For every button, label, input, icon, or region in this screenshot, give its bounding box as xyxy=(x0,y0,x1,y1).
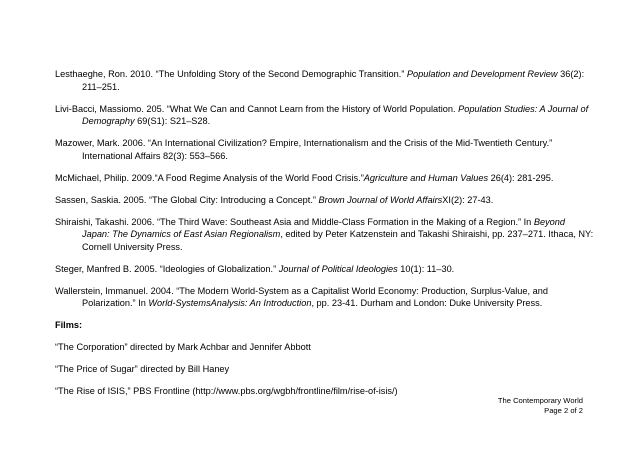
films-heading: Films: xyxy=(55,320,83,331)
reference-entry xyxy=(55,137,595,162)
reference-title: Population Studies: A Journal of Demography xyxy=(82,103,589,127)
reference-text: 26(4): 281-295. xyxy=(488,172,554,183)
reference-text: Wallerstein, Immanuel. 2004. “The Modern World-System as a Capitalist World Economy: Production, Surplus-Value, and Polarization.” In xyxy=(55,285,548,309)
reference-entry xyxy=(55,103,595,128)
reference-text: 36(2): 211–251. xyxy=(82,69,585,92)
reference-title: Brown Journal of World Affairs xyxy=(318,194,443,205)
reference-text: Livi-Bacci, Massiomo. 205. “What We Can and Cannot Learn from the History of World Population. xyxy=(55,103,459,114)
film-entry: “The Corporation” directed by Mark Achbar and Jennifer Abbott xyxy=(55,342,311,353)
reference-text: , pp. 23-41. Durham and London: Duke University Press. xyxy=(311,298,543,309)
reference-entry xyxy=(55,216,595,254)
reference-text: Shiraishi, Takashi. 2006. “The Third Wave: Southeast Asia and Middle-Class Formation in the Making of a Region.” In xyxy=(55,216,534,227)
film-entry: “The Rise of ISIS,” PBS Frontline (http://www.pbs.org/wgbh/frontline/film/rise-of-isis/) xyxy=(55,386,398,397)
reference-text: Steger, Manfred B. 2005. “Ideologies of Globalization.” xyxy=(55,263,279,274)
page-footer xyxy=(498,396,583,416)
reference-title: Journal of Political Ideologies xyxy=(278,263,398,274)
reference-title: World-SystemsAnalysis: An Introduction xyxy=(148,298,312,309)
reference-text: Mazower, Mark. 2006. “An International Civilization? Empire, Internationalism and the Crisis of the Mid-Twentieth Century.” International Affairs 82(3): 553–566. xyxy=(55,138,553,161)
reference-text: XI(2): 27-43. xyxy=(442,194,494,205)
reference-text: Lesthaeghe, Ron. 2010. “The Unfolding Story of the Second Demographic Transition.” xyxy=(55,69,407,79)
reference-text: McMichael, Philip. 2009.“A Food Regime Analysis of the World Food Crisis.” xyxy=(55,172,364,183)
reference-title: Agriculture and Human Values xyxy=(363,172,489,183)
footer-course-title: The Contemporary World xyxy=(497,396,583,405)
reference-text: , edited by Peter Katzenstein and Takashi Shiraishi, pp. 237–271. Ithaca, NY: Cornell University Press. xyxy=(82,229,594,252)
reference-entry xyxy=(55,285,595,310)
reference-title: Population and Development Review xyxy=(406,69,558,79)
reference-text: 10(1): 11–30. xyxy=(397,263,455,274)
reference-title: Beyond Japan: The Dynamics of East Asian Regionalism xyxy=(82,216,566,240)
bibliography xyxy=(55,68,595,407)
reference-entry xyxy=(55,194,595,207)
reference-entry xyxy=(55,263,595,276)
reference-text: 69(S1): S21–S28. xyxy=(134,116,211,127)
reference-entry xyxy=(55,68,595,93)
reference-text: Sassen, Saskia. 2005. “The Global City: Introducing a Concept.” xyxy=(55,194,319,205)
reference-entry xyxy=(55,172,595,185)
film-entry: “The Price of Sugar” directed by Bill Haney xyxy=(55,364,230,375)
footer-page-number: Page 2 of 2 xyxy=(544,406,583,415)
